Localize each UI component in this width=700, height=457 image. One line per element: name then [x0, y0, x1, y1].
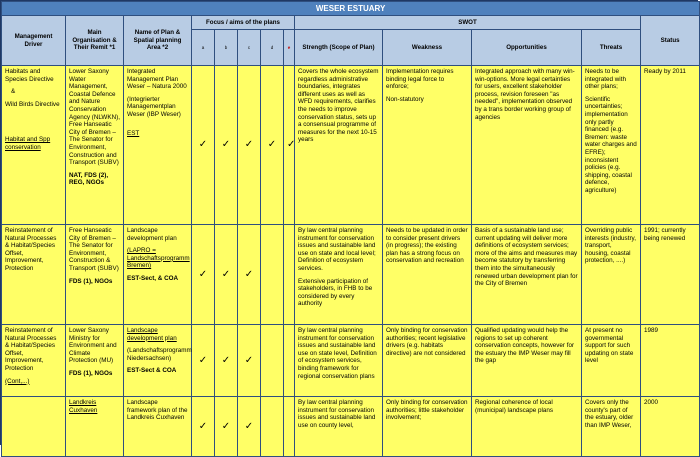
opportunities-cell: Basis of a sustainable land use; current updating will deliver more definitions of ecosystem services; more of the aims and measures may become statutory by transferring them into the simultaneously renewed urban development plan for the City of Bremen — [472, 225, 582, 325]
organisation-cell: Landkreis Cuxhaven — [66, 397, 124, 457]
strength-cell: By law central planning instrument for conservation issues and sustainable land use on state and local level; Definition of ecosystem services. Extensive participation of stakeholders, in FHB to be considered by every authority — [295, 225, 383, 325]
organisation-cell: Free Hanseatic City of Bremen –The Senator for Environment, Construction & Transport (SUBV) FDS (1), NGOs — [66, 225, 124, 325]
weakness-cell: Needs to be updated in order to consider present drivers (in progress); the existing plan has a strong focus on conservation and recreation — [383, 225, 472, 325]
opportunities-cell: Integrated approach with many win-win-options. More legal certainties for users, excellent stakeholder process, revision foreseen "as needed", implementation observed by a trans border working group of agencies — [472, 66, 582, 225]
check-icon — [284, 225, 295, 325]
header-strength: Strength (Scope of Plan) — [295, 30, 383, 66]
plan-cell: Landscape development plan (Landschaftsprogramm Niedersachsen) EST-Sect & COA — [124, 325, 192, 397]
check-icon: ✓ — [238, 225, 261, 325]
header-weakness: Weakness — [383, 30, 472, 66]
organisation-cell: Lower Saxony Water Management, Coastal Defence and Nature Conservation Agency (NLWKN), Free Hanseatic City of Bremen – The Senator for Environment, Construction and Transport (SUBV) NAT, FDS (2), REG, NGOs — [66, 66, 124, 225]
table-title: WESER ESTUARY — [2, 2, 700, 16]
table-row — [2, 225, 700, 325]
check-icon: ✓ — [192, 325, 215, 397]
driver-cell: Habitats and Species Directive & Wild Birds Directive Habitat and Spp conservation — [2, 66, 66, 225]
header-swot: SWOT — [295, 16, 641, 30]
threats-cell: At present no governmental support for such updating on state level — [582, 325, 641, 397]
swot-table — [1, 1, 700, 457]
check-icon — [284, 397, 295, 457]
check-icon: ✓ — [192, 397, 215, 457]
strength-cell: By law central planning instrument for conservation issues and sustainable land use on state level, Definition of ecosystem services, binding framework for regional conservation plans — [295, 325, 383, 397]
strength-cell: By law central planning instrument for conservation issues and sustainable land use on county level, — [295, 397, 383, 457]
table-row — [2, 66, 700, 225]
header-plan-name: Name of Plan & Spatial planning Area *2 — [124, 16, 192, 66]
weakness-cell: Implementation requires binding legal force to enforce; Non-statutory — [383, 66, 472, 225]
header-focus-b: b — [215, 30, 238, 66]
check-icon: ✓ — [238, 325, 261, 397]
header-management-driver: Management Driver — [2, 16, 66, 66]
opportunities-cell: Regional coherence of local (municipal) landscape plans — [472, 397, 582, 457]
header-status: Status — [641, 16, 700, 66]
weakness-cell: Only binding for conservation authorities; little stakeholder involvement; — [383, 397, 472, 457]
header-focus-c: c — [238, 30, 261, 66]
strength-cell: Covers the whole ecosystem regardless administrative boundaries, integrates different uses as well as WFD requirements, clarifies the needs to improve conservation status, sets up a consensual programme of measures for the next 10-15 years — [295, 66, 383, 225]
organisation-cell: Lower Saxony Ministry for Environment and Climate Protection (MU) FDS (1), NGOs — [66, 325, 124, 397]
check-icon: ✓ — [215, 225, 238, 325]
check-icon — [261, 225, 284, 325]
header-focus-a: a — [192, 30, 215, 66]
status-cell: Ready by 2011 — [641, 66, 700, 225]
status-cell: 2000 — [641, 397, 700, 457]
check-icon: ✓ — [215, 66, 238, 225]
plan-cell: Landscape framework plan of the Landkreis Cuxhaven — [124, 397, 192, 457]
threats-cell: Needs to be integrated with other plans; Scientific uncertainties; implementation only partly financed (e.g. Bremen: waste water charges and EFRE); inconsistent policies (e.g. shipping, coastal defence, agriculture) — [582, 66, 641, 225]
header-opportunities: Opportunities — [472, 30, 582, 66]
check-icon: ✓ — [215, 397, 238, 457]
status-cell: 1991; currently being renewed — [641, 225, 700, 325]
table-row — [2, 397, 700, 457]
plan-cell: Landscape development plan (LAPRO = Landschaftsprogramm Bremen) EST-Sect, & COA — [124, 225, 192, 325]
weakness-cell: Only binding for conservation authorities; recent legislative drivers (e.g. habitats directive) are not considered — [383, 325, 472, 397]
driver-cell: Reinstatement of Natural Processes & Habitat/Species Offset, Improvement, Protection (Cont,...) — [2, 325, 66, 397]
threats-cell: Covers only the county's part of the estuary, older than IMP Weser, — [582, 397, 641, 457]
opportunities-cell: Qualified updating would help the regions to set up coherent conservation concepts, however for the estuary the IMP Weser may fill the gap — [472, 325, 582, 397]
driver-cell: Reinstatement of Natural Processes & Habitat/Species Offset, Improvement, Protection — [2, 225, 66, 325]
check-icon: ✓ — [261, 66, 284, 225]
header-threats: Threats — [582, 30, 641, 66]
check-icon — [284, 325, 295, 397]
header-focus: Focus / aims of the plans — [192, 16, 295, 30]
plan-cell: Integrated Management Plan Weser – Natura 2000 (Integrierter Managementplan Weser (IBP Weser) EST — [124, 66, 192, 225]
check-icon: ✓ — [215, 325, 238, 397]
header-focus-d: d — [261, 30, 284, 66]
status-cell: 1989 — [641, 325, 700, 397]
table-row — [2, 325, 700, 397]
check-icon: ✓ — [284, 66, 295, 225]
driver-cell — [2, 397, 66, 457]
header-focus-e: e — [284, 30, 295, 66]
check-icon: ✓ — [238, 66, 261, 225]
check-icon — [261, 397, 284, 457]
check-icon: ✓ — [238, 397, 261, 457]
check-icon: ✓ — [192, 66, 215, 225]
check-icon: ✓ — [192, 225, 215, 325]
header-organisation: Main Organisation & Their Remit *1 — [66, 16, 124, 66]
check-icon — [261, 325, 284, 397]
threats-cell: Overriding public interests (industry, transport, housing, coastal protection, ....) — [582, 225, 641, 325]
